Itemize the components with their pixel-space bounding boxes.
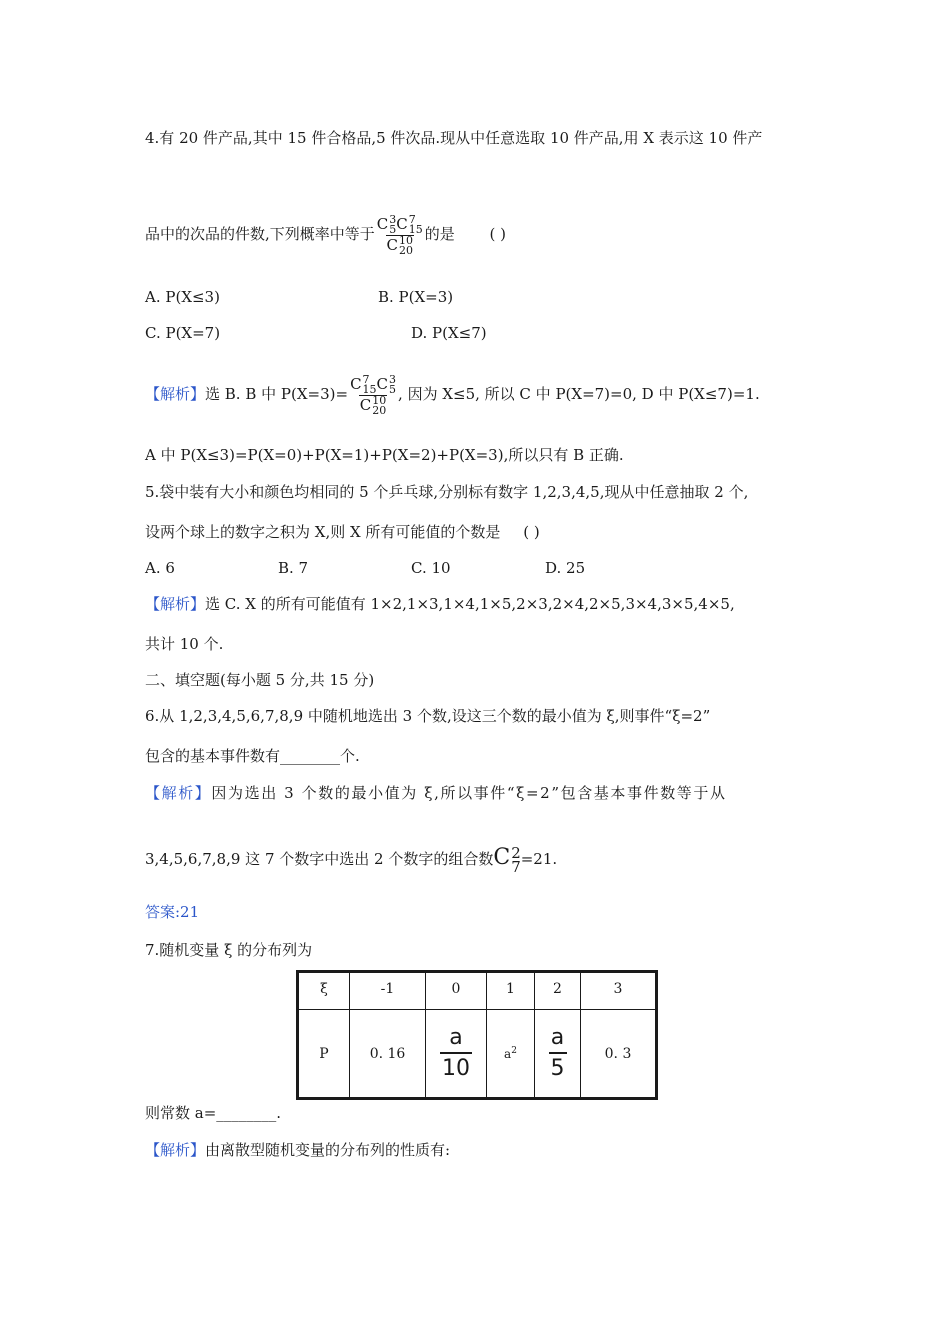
q5-answer-paren: ( ) — [523, 523, 540, 541]
table-cell: 0. 16 — [350, 1010, 426, 1099]
q7-blank-line: 则常数 a=________. — [145, 1104, 282, 1122]
table-cell: $\frac{a}{5}$ — [535, 1010, 581, 1099]
analysis-tag: 【解析】 — [145, 1141, 206, 1159]
q7-stem-line1: 7.随机变量 ξ 的分布列为 — [145, 941, 313, 959]
q4-analysis-fraction: C 7 15 C 3 5 C 10 20 — [350, 372, 397, 417]
table-cell: P — [298, 1010, 350, 1099]
q6-stem-line2: 包含的基本事件数有________个. — [145, 747, 360, 765]
distribution-table — [296, 970, 658, 1100]
table-cell: $\frac{a}{10}$ — [426, 1010, 487, 1099]
q4-analysis-line2: A 中 P(X≤3)=P(X=0)+P(X=1)+P(X=2)+P(X=3),所以只有 B 正确. — [145, 446, 624, 464]
table-row — [298, 1010, 657, 1099]
table-header-cell: 0 — [426, 972, 487, 1010]
q4-stem-line2 — [145, 212, 506, 256]
table-cell: $a^2$ — [487, 1010, 535, 1099]
q4-option-a: A. P(X≤3) — [145, 288, 220, 306]
section-heading: 二、填空题(每小题 5 分,共 15 分) — [145, 671, 375, 689]
q5-analysis-line1: 【解析】选 C. X 的所有可能值有 1×2,1×3,1×4,1×5,2×3,2×4,2×5,3×4,3×5,4×5, — [145, 595, 735, 613]
q4-analysis-line1: 【解析】选 B. B 中 P(X=3)= C 7 15 C 3 5 C 10 20 , 因为 X≤5, 所以 C 中 P(X=7)=0, D 中 P(X≤7)=1. — [145, 372, 760, 417]
q5-option-d: D. 25 — [545, 559, 586, 577]
table-header-cell: ξ — [298, 972, 350, 1010]
q4-stem-end: 的是 — [424, 225, 455, 243]
combination-symbol: C — [493, 845, 511, 870]
analysis-tag: 【解析】 — [145, 784, 212, 802]
q4-option-b: B. P(X=3) — [378, 288, 454, 306]
table-header-cell: -1 — [350, 972, 426, 1010]
q5-stem-line2: 设两个球上的数字之积为 X,则 X 所有可能值的个数是 ( ) — [145, 523, 540, 541]
q5-option-c: C. 10 — [411, 559, 451, 577]
analysis-tag: 【解析】 — [145, 385, 206, 403]
q4-option-d: D. P(X≤7) — [411, 324, 487, 342]
q5-stem-line1: 5.袋中装有大小和颜色均相同的 5 个乒乓球,分别标有数字 1,2,3,4,5,现从中任意抽取 2 个, — [145, 483, 749, 501]
q5-option-a: A. 6 — [145, 559, 175, 577]
table-row — [298, 972, 657, 1010]
table-cell: 0. 3 — [581, 1010, 657, 1099]
analysis-tag: 【解析】 — [145, 595, 206, 613]
q4-option-c: C. P(X=7) — [145, 324, 221, 342]
q6-analysis-line1: 【解析】因为选出 3 个数的最小值为 ξ,所以事件“ξ=2”包含基本事件数等于从 — [145, 784, 727, 802]
q4-stem-line1: 4.有 20 件产品,其中 15 件合格品,5 件次品.现从中任意选取 10 件产品,用 X 表示这 10 件产 — [145, 129, 763, 147]
q6-analysis-line2: 3,4,5,6,7,8,9 这 7 个数字中选出 2 个数字的组合数C 2 7 =21. — [145, 844, 558, 876]
q5-option-b: B. 7 — [278, 559, 309, 577]
table-header-cell: 2 — [535, 972, 581, 1010]
q4-fraction: C 3 5 C 7 15 C 10 20 — [376, 212, 423, 257]
q7-analysis-line1: 【解析】由离散型随机变量的分布列的性质有: — [145, 1141, 451, 1159]
table-header-cell: 1 — [487, 972, 535, 1010]
q6-stem-line1: 6.从 1,2,3,4,5,6,7,8,9 中随机地选出 3 个数,设这三个数的最小值为 ξ,则事件“ξ=2” — [145, 707, 711, 725]
q6-answer: 答案:21 — [145, 903, 200, 921]
q4-stem-text: 品中的次品的件数,下列概率中等于 — [145, 225, 375, 243]
q4-answer-paren: ( ) — [489, 225, 507, 243]
table-header-cell: 3 — [581, 972, 657, 1010]
q5-analysis-line2: 共计 10 个. — [145, 635, 224, 653]
